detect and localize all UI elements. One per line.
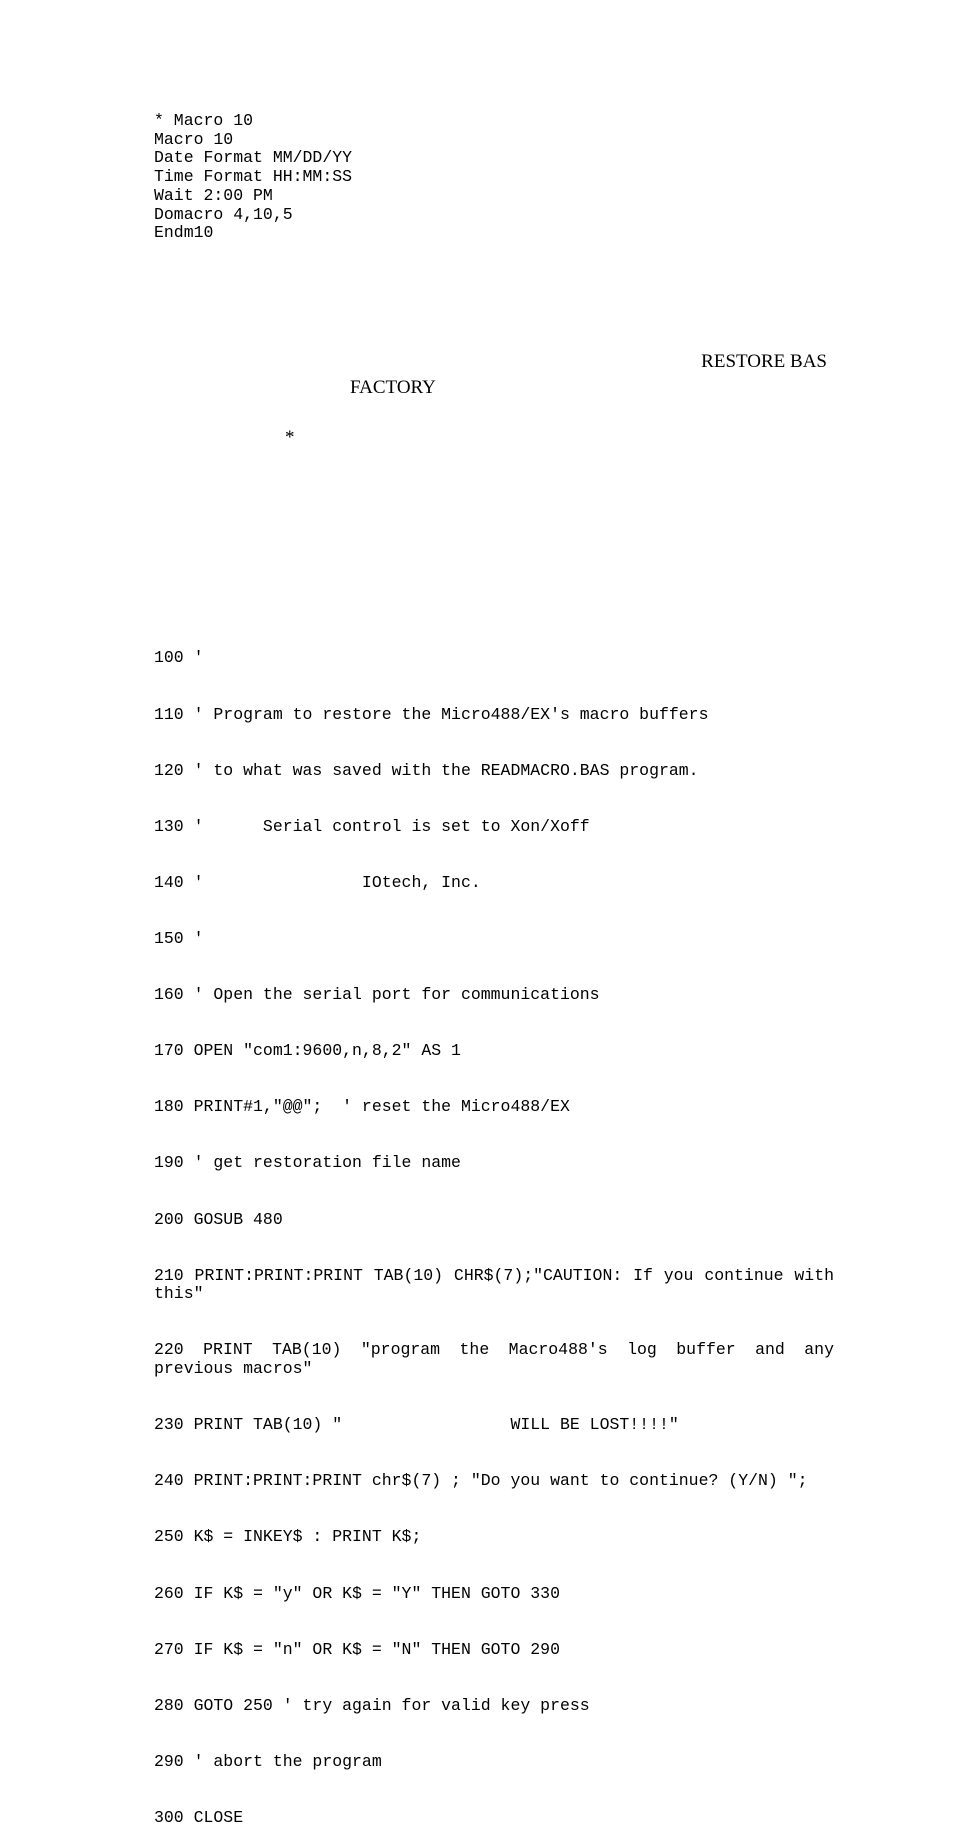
code-line: 130 ' Serial control is set to Xon/Xoff (154, 816, 590, 836)
code-line: 250 K$ = INKEY$ : PRINT K$; (154, 1527, 422, 1547)
code-line: 140 ' IOtech, Inc. (154, 872, 481, 892)
macro-line: Macro 10 (154, 129, 234, 149)
code-line: 170 OPEN "com1:9600,n,8,2" AS 1 (154, 1041, 461, 1061)
code-line: 110 ' Program to restore the Micro488/EX's macro buffers (154, 704, 709, 724)
macro-listing (154, 112, 352, 243)
code-line: 270 IF K$ = "n" OR K$ = "N" THEN GOTO 290 (154, 1639, 560, 1659)
code-line: 180 PRINT#1,"@@"; ' reset the Micro488/EX (154, 1097, 570, 1117)
code-line: 220 PRINT TAB(10) "program the Macro488's log buffer and any previous macros" (154, 1340, 834, 1379)
code-line: 160 ' Open the serial port for communications (154, 985, 600, 1005)
macro-line: Wait 2:00 PM (154, 185, 273, 205)
code-line: 300 CLOSE (154, 1808, 244, 1827)
basic-program-listing (154, 612, 834, 1846)
code-line: 240 PRINT:PRINT:PRINT chr$(7) ; "Do you want to continue? (Y/N) "; (154, 1471, 808, 1491)
code-line: 290 ' abort the program (154, 1751, 382, 1771)
section-heading-factory: FACTORY (350, 377, 436, 398)
code-line: 280 GOTO 250 ' try again for valid key press (154, 1695, 590, 1715)
code-line: 210 PRINT:PRINT:PRINT TAB(10) CHR$(7);"CAUTION: If you continue with this" (154, 1265, 834, 1304)
macro-line: * Macro 10 (154, 111, 254, 130)
code-line: 150 ' (154, 928, 204, 948)
code-line: 230 PRINT TAB(10) " WILL BE LOST!!!!" (154, 1415, 679, 1435)
file-title-restore-bas: RESTORE BAS (701, 351, 827, 372)
macro-line: Date Format MM/DD/YY (154, 148, 353, 168)
asterisk-marker: * (285, 427, 295, 448)
macro-line: Endm10 (154, 223, 214, 243)
code-line: 100 ' (154, 648, 204, 668)
macro-line: Domacro 4,10,5 (154, 204, 293, 224)
macro-line: Time Format HH:MM:SS (154, 167, 353, 187)
code-line: 260 IF K$ = "y" OR K$ = "Y" THEN GOTO 330 (154, 1583, 560, 1603)
code-line: 120 ' to what was saved with the READMACRO.BAS program. (154, 760, 699, 780)
code-line: 200 GOSUB 480 (154, 1209, 283, 1229)
code-line: 190 ' get restoration file name (154, 1153, 461, 1173)
